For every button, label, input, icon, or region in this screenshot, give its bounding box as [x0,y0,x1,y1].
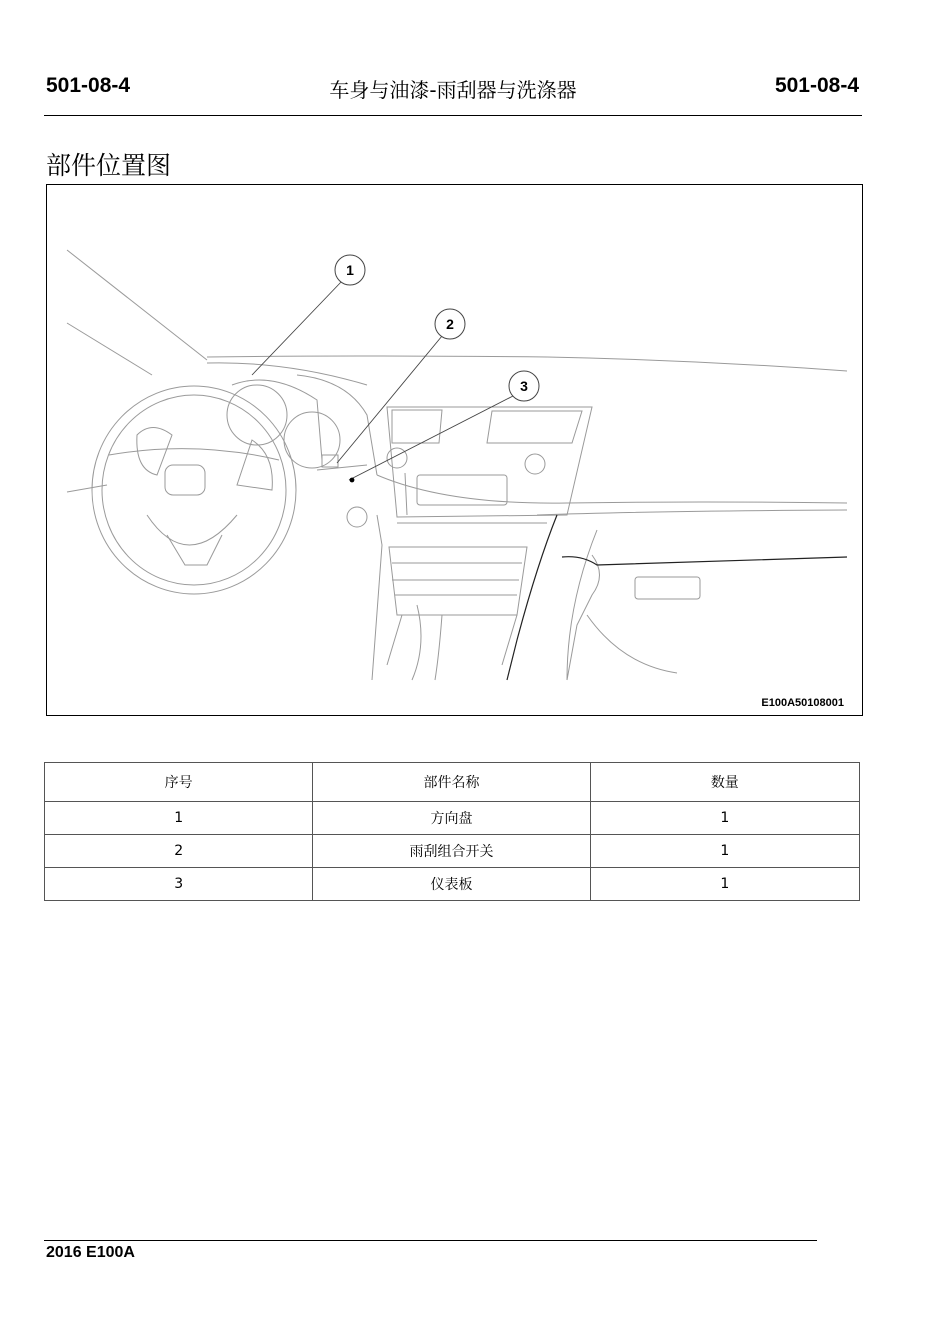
callout-3 [509,371,539,401]
table-row [45,868,860,901]
section-title: 部件位置图 [46,151,172,180]
footer-model: 2016 E100A [46,1244,135,1261]
column-header-part-name: 部件名称 [313,763,590,802]
callout-2 [435,309,465,339]
svg-text:2: 2 [446,316,454,332]
svg-text:1: 1 [346,262,354,278]
row-part-name: 方向盘 [313,802,590,835]
row-part-name: 仪表板 [313,868,590,901]
row-index: 2 [45,835,313,868]
row-index: 3 [45,868,313,901]
row-quantity: 1 [590,868,859,901]
column-header-quantity: 数量 [590,763,859,802]
row-index: 1 [45,802,313,835]
row-quantity: 1 [590,835,859,868]
callout-1 [335,255,365,285]
page-code-left: 501-08-4 [46,74,131,97]
component-location-figure [46,184,863,716]
column-header-index: 序号 [45,763,313,802]
table-row [45,802,860,835]
page-title: 车身与油漆-雨刮器与洗涤器 [329,78,577,102]
row-part-name: 雨刮组合开关 [313,835,590,868]
dashboard-illustration [47,185,862,715]
parts-table [44,762,860,901]
page-code-right: 501-08-4 [774,74,859,97]
figure-code: E100A50108001 [761,697,844,709]
row-quantity: 1 [590,802,859,835]
header-rule [44,115,862,116]
svg-text:3: 3 [520,378,528,394]
footer-rule [44,1240,817,1241]
table-header-row [45,763,860,802]
table-row [45,835,860,868]
